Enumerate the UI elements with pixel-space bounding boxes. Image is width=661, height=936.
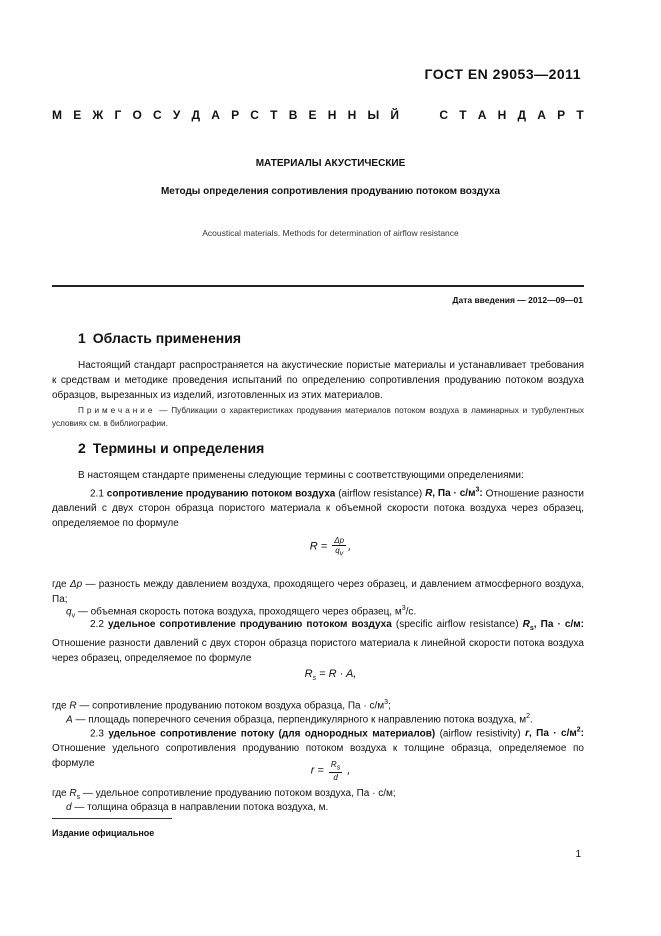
introduction-date: Дата введения — 2012—09—01 <box>452 295 583 305</box>
official-edition: Издание официальное <box>52 828 155 838</box>
banner-letter: Г <box>114 108 122 122</box>
where-lead: где <box>52 788 70 799</box>
term-colon: : <box>580 728 585 740</box>
exponent: 2 <box>526 713 530 720</box>
unit-exponent: 3 <box>475 487 480 494</box>
banner-letter: Й <box>390 108 400 122</box>
term-definition: Отношение удельного сопротивления продуванию потоком воздуха к толщине образца, определяемое по формуле <box>52 743 584 770</box>
banner-letter: А <box>211 108 220 122</box>
banner-letter: Р <box>231 108 240 122</box>
banner-letter: Н <box>497 108 507 122</box>
term-name: удельное сопротивление продуванию потоком воздуха <box>108 619 392 630</box>
where-text: — удельное сопротивление продуванию потоком воздуха, Па · с/м; <box>80 788 396 799</box>
banner-letter: Ы <box>367 108 380 122</box>
formula-lhs: R = <box>309 540 328 553</box>
term-symbol: R <box>522 619 530 630</box>
header-divider <box>52 285 584 287</box>
english-title: Acoustical materials. Methods for determination of airflow resistance <box>202 228 459 238</box>
section-2-heading <box>78 440 264 456</box>
term-2-1 <box>52 483 584 531</box>
term-name: удельное сопротивление потоку (для однородных материалов) <box>108 728 436 740</box>
formula-3 <box>0 760 661 782</box>
banner-letter: Т <box>576 108 584 122</box>
document-code: ГОСТ EN 29053—2011 <box>424 66 581 82</box>
numerator: $R_s$ <box>330 760 341 772</box>
where-end: . <box>530 714 533 726</box>
fraction <box>332 536 346 558</box>
formula-1 <box>0 536 661 558</box>
where-text: — разность между давлением воздуха, проходящего через образец, и давлением атмосферного воздуха, Па; <box>52 579 584 605</box>
term-unit: , Па · с/м: <box>533 619 584 630</box>
exponent: 3 <box>384 699 389 706</box>
numerator: Δp <box>334 536 345 545</box>
intro-text: В настоящем стандарте применены следующие термины с соответствующими определениями: <box>78 470 524 481</box>
symbol-sub: s <box>76 794 81 801</box>
note-label: Примечание <box>78 406 156 415</box>
banner-letter: Т <box>270 108 278 122</box>
banner-letter: Т <box>459 108 467 122</box>
banner-letter: Н <box>327 108 337 122</box>
banner-letter: Д <box>517 108 527 122</box>
terms-intro <box>52 468 584 483</box>
banner-letter: Н <box>347 108 357 122</box>
where-end: /с. <box>405 606 417 618</box>
where-end: ; <box>388 700 391 712</box>
term-symbol: R <box>425 488 433 500</box>
section-number: 1 <box>78 330 86 346</box>
symbol: d <box>66 802 72 813</box>
term-number: 2.3 <box>90 728 104 740</box>
where-lead: где <box>52 700 70 712</box>
symbol: R <box>69 788 77 799</box>
term-number: 2.1 <box>90 488 104 500</box>
formula-2 <box>0 668 661 682</box>
formula-lhs: r = <box>310 764 324 777</box>
where-d <box>66 800 584 815</box>
term-definition: Отношение разности давлений с двух сторон образца пористого материала к линейной скорости потока воздуха через образец, определяемое по формуле <box>52 638 584 664</box>
banner-letter: Д <box>191 108 201 122</box>
banner-letter: С <box>439 108 449 122</box>
banner-letter: М <box>52 108 62 122</box>
banner-letter: В <box>288 108 298 122</box>
symbol: Δp <box>69 579 83 590</box>
formula-end: , <box>348 540 352 553</box>
section-title: Область применения <box>92 330 242 346</box>
term-unit: , Па · с/м <box>432 488 476 500</box>
formula-lhs-sub: s <box>312 675 317 683</box>
formula-end: , <box>344 764 351 777</box>
banner-letter: Е <box>308 108 317 122</box>
where-lead: где <box>52 579 70 590</box>
banner-letter: Е <box>73 108 82 122</box>
symbol: q <box>66 606 72 618</box>
symbol: R <box>69 700 77 712</box>
term-english: (airflow resistance) <box>338 488 423 500</box>
document-title: МАТЕРИАЛЫ АКУСТИЧЕСКИЕ <box>255 158 406 169</box>
term-unit: , Па · с/м <box>528 728 577 740</box>
banner-letter: Ж <box>92 108 104 122</box>
scope-paragraph <box>52 358 584 403</box>
footer-divider <box>52 818 172 819</box>
banner-letter: С <box>250 108 259 122</box>
term-english: (specific airflow resistance) <box>395 619 519 630</box>
banner-letter: Р <box>557 108 566 122</box>
section-title: Термины и определения <box>92 440 265 456</box>
section-1-heading <box>78 330 241 346</box>
banner-letter: С <box>152 108 162 122</box>
where-text: — сопротивление продуванию потоком воздуха образца, Па · с/м <box>76 700 385 712</box>
formula-rhs: = R · A, <box>316 668 357 680</box>
banner-letter: А <box>537 108 546 122</box>
term-name: сопротивление продуванию потоком воздуха <box>106 488 336 500</box>
denominator: d <box>333 772 338 782</box>
term-symbol: r <box>525 728 529 740</box>
scope-note <box>52 404 584 430</box>
term-2-2 <box>52 617 584 666</box>
symbol: A <box>66 714 73 726</box>
exponent: 3 <box>401 605 406 612</box>
banner-gap <box>410 108 428 122</box>
section-number: 2 <box>78 440 86 456</box>
term-definition: Отношение разности давлений с двух сторон образца пористого материала к объемной скорости потока воздуха через образец, определяемое по формуле <box>52 488 584 530</box>
term-colon: : <box>479 488 483 500</box>
page-number: 1 <box>575 849 581 860</box>
note-text: — Публикации о характеристиках продувания материалов потоком воздуха в ламинарных и турбулентных условиях см. в библиографии. <box>52 406 584 428</box>
symbol-sub: s <box>529 625 534 632</box>
term-english: (airflow resistivity) <box>439 728 521 740</box>
banner-letter: О <box>132 108 142 122</box>
symbol-sub: v <box>71 612 76 620</box>
formula-lhs: R <box>304 668 313 680</box>
banner-letter: У <box>172 108 181 122</box>
unit-exponent: 2 <box>576 727 581 734</box>
where-text: — площадь поперечного сечения образца, перпендикулярного к направлению потока воздуха, м <box>72 714 527 726</box>
term-number: 2.2 <box>90 619 104 630</box>
fraction <box>329 760 342 782</box>
standard-banner <box>52 108 584 122</box>
where-text: — толщина образца в направлении потока воздуха, м. <box>71 802 329 813</box>
where-text: — объемная скорость потока воздуха, проходящего через образец, м <box>75 606 402 618</box>
banner-letter: А <box>477 108 487 122</box>
denominator: $q_v$ <box>335 546 344 558</box>
scope-text: Настоящий стандарт распространяется на акустические пористые материалы и устанавливает требования к средствам и методике проведения испытаний по определению сопротивления продуванию потоком воздуха образцов, вырезанных из изделий, изготовленных из этих материалов. <box>52 360 584 401</box>
document-subtitle: Методы определения сопротивления продуванию потоком воздуха <box>160 186 501 197</box>
